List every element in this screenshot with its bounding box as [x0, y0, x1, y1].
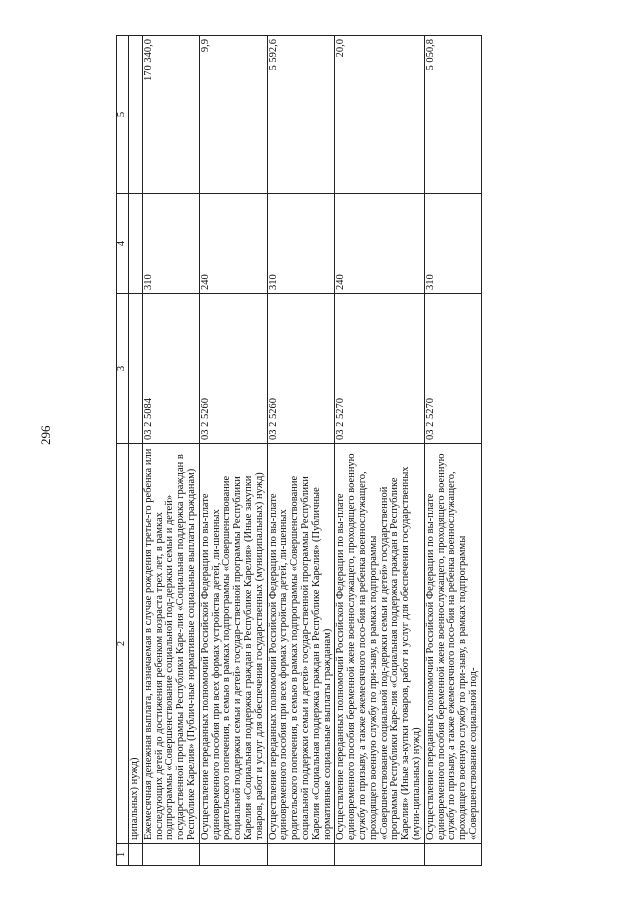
- header-col-1: 1: [117, 844, 129, 866]
- table-row: [142, 36, 199, 866]
- row-name: Осуществление переданных полномочий Российской Федерации по вы-плате единовременного пособия беременной жене военнослужащего, проходящего военную службу по призыву, а также ежемесячного посо-бия на ребенка военнослужащего, проходящего военную службу по при-зыву, в рамках подпрограммы «Совершенствование социальной под-держки семьи и детей» государственной программы Республики Каре-лия «Социальная поддержка граждан в Республике Карелия» (Иные за-купки товаров, работ и услуг для обеспечения государственных (муни-ципальных) нужд): [335, 444, 424, 844]
- cell-empty: [129, 844, 143, 866]
- row-amount: 170 340,0: [142, 36, 199, 194]
- cell-empty: [129, 194, 143, 294]
- row-amount: 5 050,8: [424, 36, 481, 194]
- row-target-code: 03 2 5260: [199, 294, 267, 444]
- row-expense-kind: 310: [424, 194, 481, 294]
- row-name: Осуществление переданных полномочий Российской Федерации по вы-плате единовременного пособия при всех формах устройства детей, ли-шенных родительского попечения, в семью в рамках подпрограммы «Совершенствование социальной поддержки семьи и детей» государ-ственной программы Республики Карелия «Социальная поддержка граждан в Республике Карелия» (Иные закупки товаров, работ и услуг для обеспечения государственных (муниципальных) нужд): [199, 444, 267, 844]
- row-amount: 20,0: [335, 36, 424, 194]
- cell-empty: [267, 844, 335, 866]
- cell-empty: [129, 36, 143, 194]
- row-name: Осуществление переданных полномочий Российской Федерации по вы-плате единовременного пособия при всех формах устройства детей, ли-шенных родительского попечения, в семью в рамках подпрограммы «Совершенствование социальной поддержки семьи и детей» государ-ственной программы Республики Карелия «Социальная поддержка граждан в Республике Карелия» (Публичные нормативные социальные выплаты гражданам): [267, 444, 335, 844]
- row-expense-kind: 240: [335, 194, 424, 294]
- cell-empty: [424, 844, 481, 866]
- header-col-2: 2: [117, 444, 129, 844]
- header-col-4: 4: [117, 194, 129, 294]
- row-target-code: 03 2 5270: [424, 294, 481, 444]
- row-expense-kind: 240: [199, 194, 267, 294]
- row-expense-kind: 310: [142, 194, 199, 294]
- header-row: [117, 36, 129, 866]
- header-col-5: 5: [117, 36, 129, 194]
- table-row: [424, 36, 481, 866]
- row-name: Осуществление переданных полномочий Российской Федерации по вы-плате единовременного пособия беременной жене военнослужащего, проходящего военную службу по призыву, а также ежемесячного посо-бия на ребенка военнослужащего, проходящего военную службу по при-зыву, в рамках подпрограммы «Совершенствование социальной под-: [424, 444, 481, 844]
- table-row: [199, 36, 267, 866]
- row-expense-kind: 310: [267, 194, 335, 294]
- table-row: [267, 36, 335, 866]
- header-col-3: 3: [117, 294, 129, 444]
- row-amount: 5 592,6: [267, 36, 335, 194]
- cell-empty: [129, 294, 143, 444]
- row-target-code: 03 2 5270: [335, 294, 424, 444]
- cell-empty: [199, 844, 267, 866]
- page-number: 296: [38, 425, 53, 445]
- row-target-code: 03 2 5260: [267, 294, 335, 444]
- cell-empty: [335, 844, 424, 866]
- rotated-page-content: [116, 36, 592, 866]
- continuation-row: [129, 36, 143, 866]
- cell-empty: [142, 844, 199, 866]
- table-row: [335, 36, 424, 866]
- budget-table: [116, 35, 482, 866]
- continuation-text: ципальных) нужд): [129, 444, 143, 844]
- row-target-code: 03 2 5084: [142, 294, 199, 444]
- row-name: Ежемесячная денежная выплата, назначаемая в случае рождения третье-го ребенка или последующих детей до достижения ребенком возраста трех лет, в рамках подпрограммы «Совершенствование социальной под-держки семьи и детей» государственной программы Республики Каре-лия «Социальная поддержка граждан в Республике Карелия» (Публич-ные нормативные социальные выплаты гражданам): [142, 444, 199, 844]
- row-amount: 9,9: [199, 36, 267, 194]
